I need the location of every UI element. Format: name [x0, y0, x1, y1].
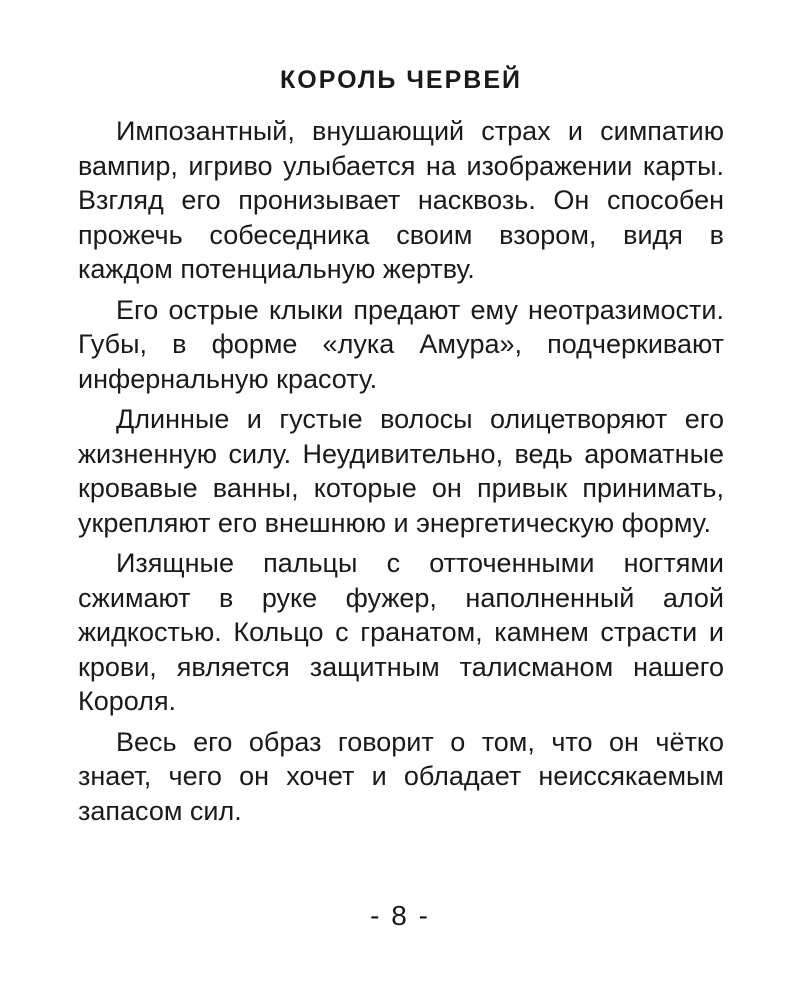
- page-title: КОРОЛЬ ЧЕРВЕЙ: [280, 66, 522, 94]
- paragraph-3: Длинные и густые волосы олицетворяют его жизненную силу. Неудивительно, ведь ароматные кровавые ванны, которые он привык принимать, укрепляют его внешнюю и энергетическую форму.: [78, 404, 724, 538]
- paragraph-1: Импозантный, внушающий страх и симпатию вампир, игриво улыбается на изображении карты. Взгляд его пронизывает насквозь. Он способен прожечь собеседника своим взором, видя в каждом потенциальную жертву.: [78, 116, 724, 284]
- paragraph-2: Его острые клыки предают ему неотразимости. Губы, в форме «лука Амура», подчеркивают инфернальную красоту.: [78, 294, 724, 394]
- paragraph-4: Изящные пальцы с отточенными ногтями сжимают в руке фужер, наполненный алой жидкостью. Кольцо с гранатом, камнем страсти и крови, является защитным талисманом нашего Короля.: [78, 548, 724, 716]
- paragraph-5: Весь его образ говорит о том, что он чётко знает, чего он хочет и обладает неиссякаемым запасом сил.: [78, 726, 724, 826]
- page-number: - 8 -: [370, 900, 430, 931]
- page-body: [78, 62, 724, 834]
